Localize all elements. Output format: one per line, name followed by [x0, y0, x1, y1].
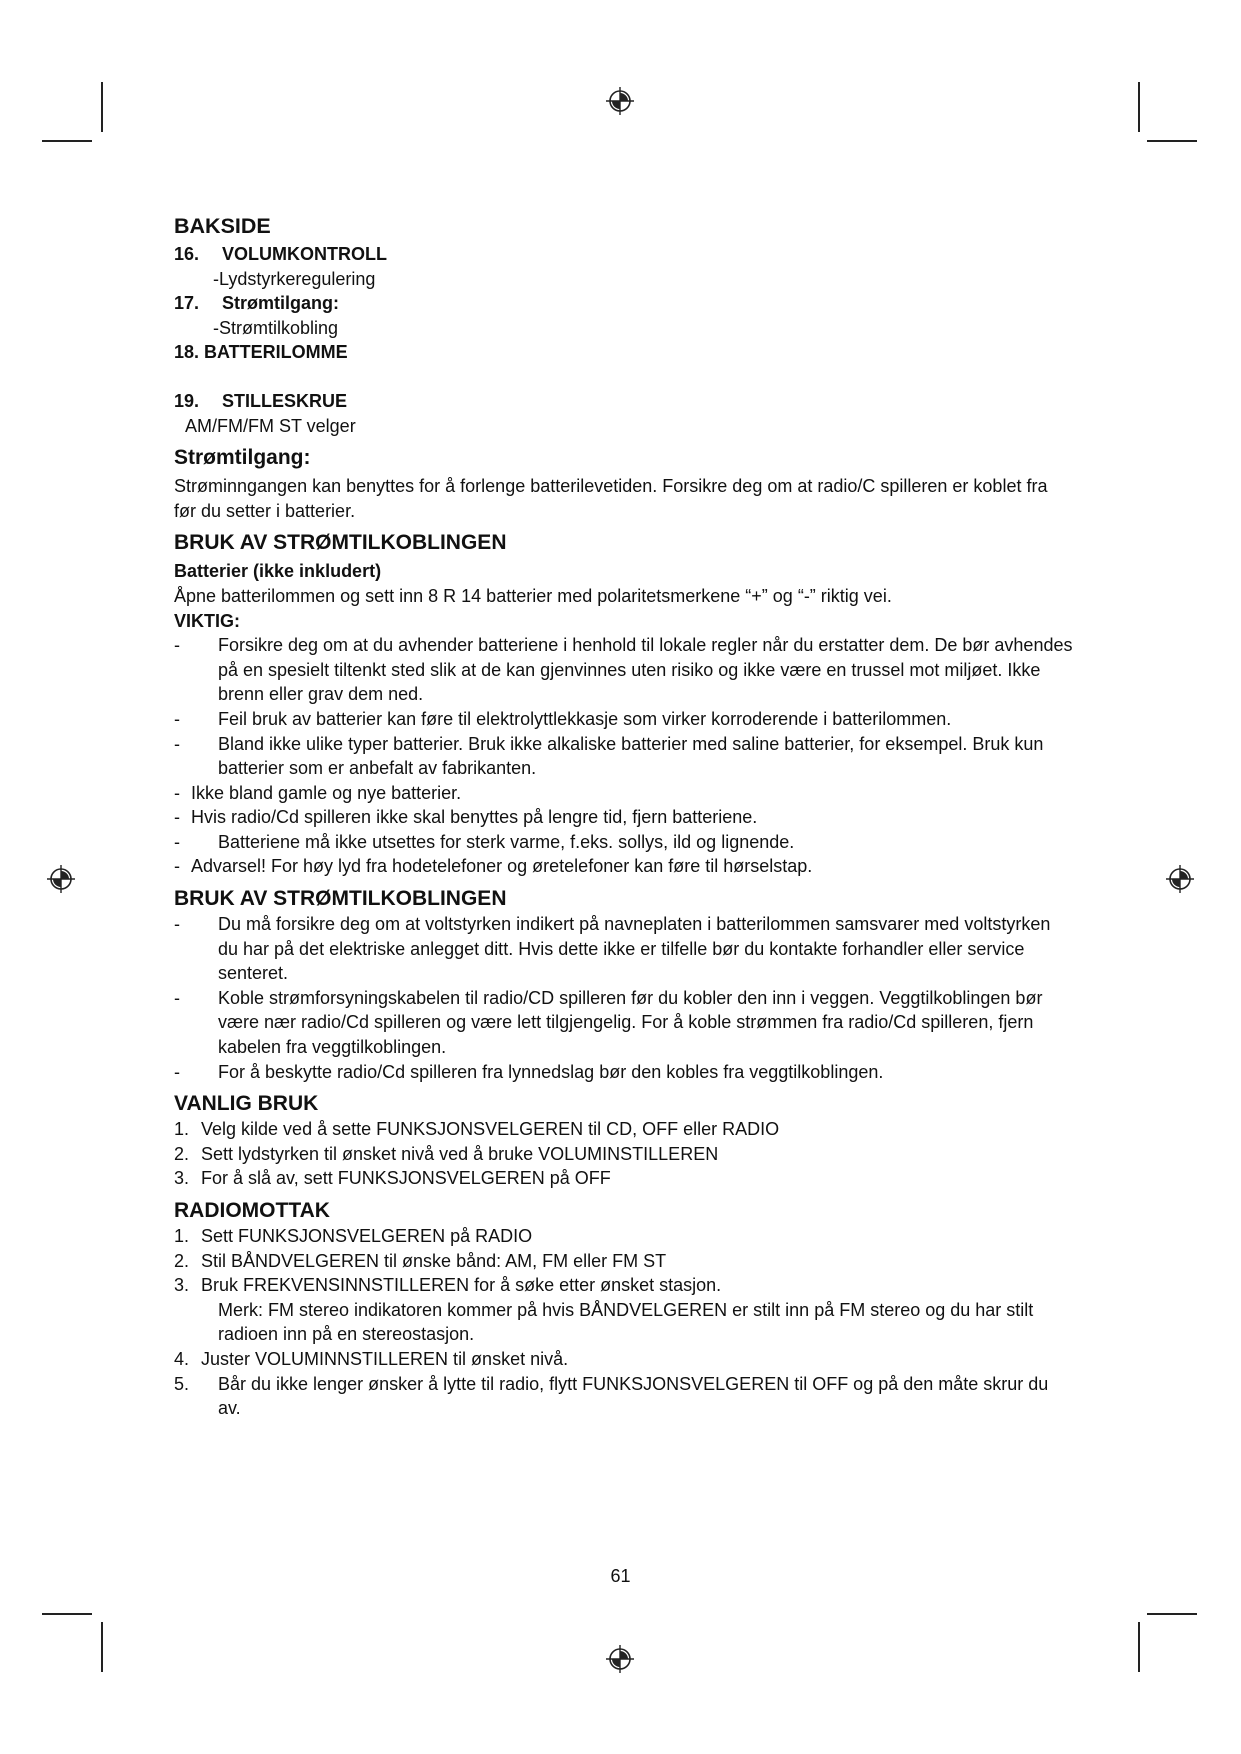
list-item-warning: - Advarsel! For høy lyd fra hodetelefoner og øretelefoner kan føre til hørselstap.: [174, 856, 813, 877]
crop-mark-top-left-v: [101, 82, 103, 132]
item-number: 17.: [174, 293, 200, 314]
item-desc: -Lydstyrkeregulering: [213, 268, 376, 289]
section-title-power-use-2: BRUK AV STRØMTILKOBLINGEN: [174, 887, 507, 911]
list-item: 5. Bår du ikke lenger ønsker å lytte til radio, flytt FUNKSJONSVELGEREN til OFF og på den måte skrur du av.: [174, 1373, 1049, 1419]
backside-item-17: [174, 291, 1074, 316]
list-item: - Ikke bland gamle og nye batterier.: [174, 782, 462, 803]
item-desc: -Strømtilkobling: [213, 317, 339, 338]
crop-mark-top-left-h: [42, 140, 92, 142]
registration-mark-left-icon: [46, 864, 76, 894]
section-title-power-access: Strømtilgang:: [174, 446, 311, 470]
batteries-subtitle: Batterier (ikke inkludert): [174, 561, 382, 582]
section-title-normal-use: VANLIG BRUK: [174, 1092, 319, 1116]
crop-mark-top-right-v: [1138, 82, 1140, 132]
list-item: 2. Sett lydstyrken til ønsket nivå ved å bruke VOLUMINSTILLEREN: [174, 1143, 719, 1164]
item-number: 16.: [174, 244, 200, 264]
crop-mark-bottom-right-h: [1147, 1613, 1197, 1615]
batteries-text: Åpne batterilommen og sett inn 8 R 14 batterier med polaritetsmerkene “+” og “-” riktig vei.: [174, 585, 892, 606]
registration-mark-top-icon: [605, 86, 635, 116]
crop-mark-top-right-h: [1147, 140, 1197, 142]
list-item: 4. Juster VOLUMINNSTILLEREN til ønsket nivå.: [174, 1348, 569, 1369]
page-content: [174, 213, 1074, 1421]
radio-note: Merk: FM stereo indikatoren kommer på hvis BÅNDVELGEREN er stilt inn på FM stereo og du har stilt radioen inn på en stereostasjon.: [218, 1299, 1034, 1345]
backside-item-16: [174, 242, 1074, 267]
list-item: 1. Velg kilde ved å sette FUNKSJONSVELGEREN til CD, OFF eller RADIO: [174, 1119, 780, 1140]
backside-item-19: [174, 389, 1074, 414]
item-label: STILLESKRUE: [222, 390, 348, 411]
list-item: 3. For å slå av, sett FUNKSJONSVELGEREN på OFF: [174, 1168, 611, 1189]
crop-mark-bottom-right-v: [1138, 1622, 1140, 1672]
list-item: - Feil bruk av batterier kan føre til elektrolyttlekkasje som virker korroderende i batterilommen.: [174, 708, 952, 729]
section-title-power-use-1: BRUK AV STRØMTILKOBLINGEN: [174, 531, 507, 555]
list-item: - Forsikre deg om at du avhender batteriene i henhold til lokale regler når du erstatter dem. De bør avhendes på en spesielt tiltenkt sted slik at de kan gjenvinnes uten risiko og ikke være en trussel mot miljøet. Ikke brenn eller grav dem ned.: [174, 635, 1073, 705]
list-item: - Bland ikke ulike typer batterier. Bruk ikke alkaliske batterier med saline batterier, for eksempel. Bruk kun batterier som er anbefalt av fabrikanten.: [174, 733, 1044, 779]
list-item: - Hvis radio/Cd spilleren ikke skal benyttes på lengre tid, fjern batteriene.: [174, 807, 758, 828]
item-desc: AM/FM/FM ST velger: [185, 415, 356, 436]
section-title-radio: RADIOMOTTAK: [174, 1199, 330, 1222]
backside-item-18: 18. BATTERILOMME: [174, 342, 348, 363]
registration-mark-right-icon: [1165, 864, 1195, 894]
list-item: 3. Bruk FREKVENSINNSTILLEREN for å søke etter ønsket stasjon.: [174, 1275, 722, 1296]
power-access-text: Strøminngangen kan benyttes for å forlenge batterilevetiden. Forsikre deg om at radio/C spilleren er koblet fra før du setter i batterier.: [174, 476, 1048, 521]
crop-mark-bottom-left-v: [101, 1622, 103, 1672]
list-item: 2. Stil BÅNDVELGEREN til ønske bånd: AM, FM eller FM ST: [174, 1250, 667, 1271]
list-item: 1. Sett FUNKSJONSVELGEREN på RADIO: [174, 1226, 533, 1246]
item-label: Strømtilgang:: [222, 293, 339, 314]
list-item: - Du må forsikre deg om at voltstyrken indikert på navneplaten i batterilommen samsvarer med voltstyrken du har på det elektriske anlegget ditt. Hvis dette ikke er tilfelle bør du kontakte forhandler eller service senteret.: [174, 914, 1051, 984]
item-number: 19.: [174, 390, 200, 411]
list-item: - Batteriene må ikke utsettes for sterk varme, f.eks. sollys, ild og lignende.: [174, 831, 795, 852]
list-item: - Koble strømforsyningskabelen til radio/CD spilleren før du kobler den inn i veggen. Veggtilkoblingen bør være nær radio/Cd spilleren og være lett tilgjengelig. For å koble strømmen fra radio/Cd spilleren, fjern kabelen fra veggtilkoblingen.: [174, 987, 1043, 1058]
important-label: VIKTIG:: [174, 610, 240, 631]
page-number: 61: [610, 1566, 631, 1586]
item-label: VOLUMKONTROLL: [222, 244, 387, 264]
registration-mark-bottom-icon: [605, 1644, 635, 1674]
section-title-backside: BAKSIDE: [174, 214, 271, 238]
list-item: - For å beskytte radio/Cd spilleren fra lynnedslag bør den kobles fra veggtilkoblingen.: [174, 1061, 884, 1082]
crop-mark-bottom-left-h: [42, 1613, 92, 1615]
